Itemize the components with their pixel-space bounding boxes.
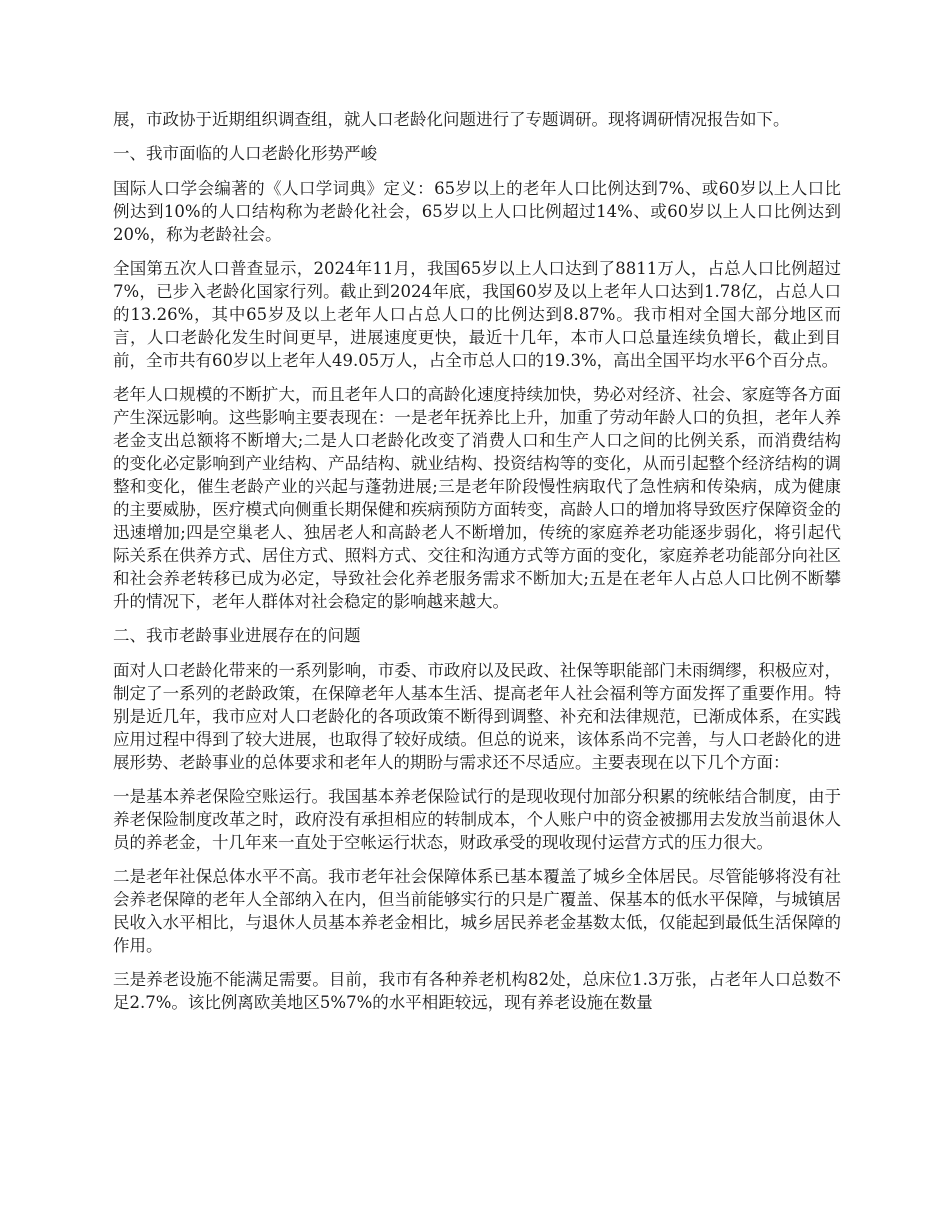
paragraph-policy-response: 面对人口老龄化带来的一系列影响，市委、市政府以及民政、社保等职能部门未雨绸缪，积极应对，制定了一系列的老龄政策，在保障老年人基本生活、提高老年人社会福利等方面发挥了重要作用。特别是近几年，我市应对人口老龄化的各项政策不断得到调整、补充和法律规范，已渐成体系，在实践应用过程中得到了较大进展，也取得了较好成绩。但总的说来，该体系尚不完善，与人口老龄化的进展形势、老龄事业的总体要求和老年人的期盼与需求还不尽适应。主要表现在以下几个方面： (113, 661, 841, 772)
document-page (113, 108, 841, 1025)
paragraph-census: 全国第五次人口普查显示，2024年11月，我国65岁以上人口达到了8811万人，占总人口比例超过7%，已步入老龄化国家行列。截止到2024年底，我国60岁及以上老年人口达到1.78亿，占总人口的13.26%，其中65岁及以上老年人口占总人口的比例达到8.87%。我市相对全国大部分地区而言，人口老龄化发生时间更早，进展速度更快，最近十几年，本市人口总量连续负增长，截止到目前，全市共有60岁以上老年人49.05万人，占全市总人口的19.3%，高出全国平均水平6个百分点。 (113, 259, 841, 370)
section-heading-1: 一、我市面临的人口老龄化形势严峻 (113, 144, 377, 163)
paragraph-impacts: 老年人口规模的不断扩大，而且老年人口的高龄化速度持续加快，势必对经济、社会、家庭等各方面产生深远影响。这些影响主要表现在：一是老年抚养比上升，加重了劳动年龄人口的负担，老年人养老金支出总额将不断增大;二是人口老龄化改变了消费人口和生产人口之间的比例关系，而消费结构的变化必定影响到产业结构、产品结构、就业结构、投资结构等的变化，从而引起整个经济结构的调整和变化，催生老龄产业的兴起与蓬勃进展;三是老年阶段慢性病取代了急性病和传染病，成为健康的主要威胁，医疗模式向侧重长期保健和疾病预防方面转变，高龄人口的增加将导致医疗保障资金的迅速增加;四是空巢老人、独居老人和高龄老人不断增加，传统的家庭养老功能逐步弱化，将引起代际关系在供养方式、居住方式、照料方式、交往和沟通方式等方面的变化，家庭养老功能部分向社区和社会养老转移已成为必定，导致社会化养老服务需求不断加大;五是在老年人占总人口比例不断攀升的情况下，老年人群体对社会稳定的影响越来越大。 (113, 385, 841, 611)
section-heading-2: 二、我市老龄事业进展存在的问题 (113, 626, 361, 645)
paragraph-issue-facilities: 三是养老设施不能满足需要。目前，我市有各种养老机构82处，总床位1.3万张，占老年人口总数不足2.7%。该比例离欧美地区5%7%的水平相距较远，现有养老设施在数量 (113, 970, 841, 1012)
paragraph-issue-social-security: 二是老年社保总体水平不高。我市老年社会保障体系已基本覆盖了城乡全体居民。尽管能够将没有社会养老保障的老年人全部纳入在内，但当前能够实行的只是广覆盖、保基本的低水平保障，与城镇居民收入水平相比，与退休人员基本养老金相比，城乡居民养老金基数太低，仅能起到最低生活保障的作用。 (113, 867, 841, 955)
paragraph-definition: 国际人口学会编著的《人口学词典》定义：65岁以上的老年人口比例达到7%、或60岁以上人口比例达到10%的人口结构称为老龄化社会，65岁以上人口比例超过14%、或60岁以上人口比例达到20%，称为老龄社会。 (113, 179, 841, 244)
paragraph-issue-pension: 一是基本养老保险空账运行。我国基本养老保险试行的是现收现付加部分积累的统帐结合制度，由于养老保险制度改革之时，政府没有承担相应的转制成本，个人账户中的资金被挪用去发放当前退休人员的养老金，十几年来一直处于空帐运行状态，财政承受的现收现付运营方式的压力很大。 (113, 787, 841, 852)
paragraph-intro-continuation: 展，市政协于近期组织调查组，就人口老龄化问题进行了专题调研。现将调研情况报告如下。 (113, 110, 790, 129)
